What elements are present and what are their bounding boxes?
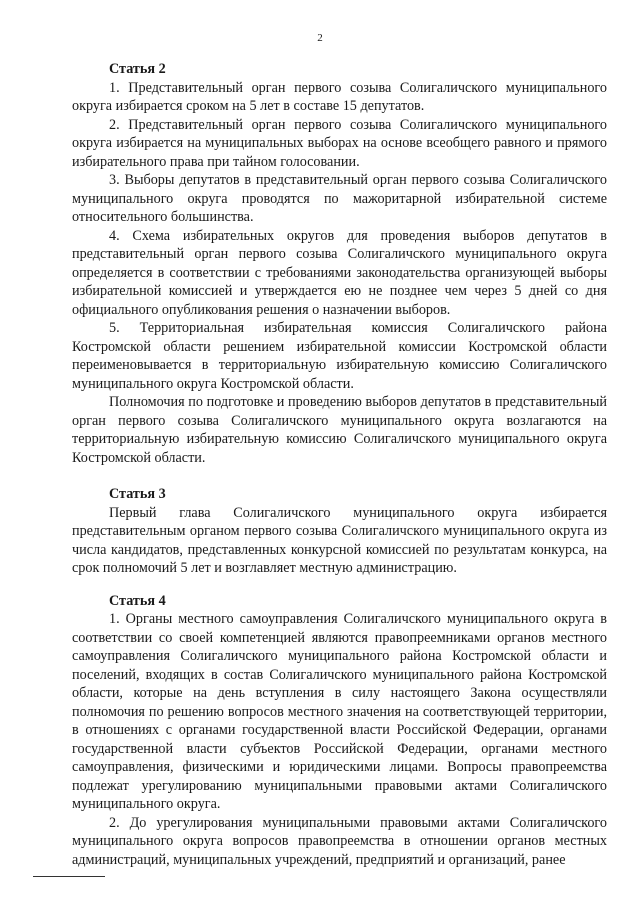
paragraph: 3. Выборы депутатов в представительный орган первого созыва Солигаличского муниципального округа проводятся по мажоритарной избирательной системе относительного большинства. — [72, 172, 607, 225]
paragraph: 4. Схема избирательных округов для проведения выборов депутатов в представительный орган первого созыва Солигаличского муниципального округа определяется в соответствии с требованиями законодательства организующей выборы избирательной комиссией и утверждается ею не позднее чем через 5 дней со дня официального опубликования решения о назначении выборов. — [72, 227, 607, 318]
paragraph: 1. Представительный орган первого созыва Солигаличского муниципального округа избирается сроком на 5 лет в составе 15 депутатов. — [72, 79, 607, 114]
paragraph: 2. До урегулирования муниципальными правовыми актами Солигаличского муниципального округа вопросов правопреемства в отношении органов местных администраций, муниципальных учреждений, предприятий и организаций, ранее — [72, 814, 607, 868]
document-body — [72, 60, 607, 869]
article-heading: Статья 2 — [109, 61, 166, 77]
spacer — [72, 467, 607, 485]
paragraph: 2. Представительный орган первого созыва Солигаличского муниципального округа избирается на муниципальных выборах на основе всеобщего равного и прямого избирательного права при тайном голосовании. — [72, 116, 607, 170]
paragraph: Полномочия по подготовке и проведению выборов депутатов в представительный орган первого созыва Солигаличского муниципального округа возлагаются на территориальную избирательную комиссию Солигаличского муниципального округа Костромской области. — [72, 394, 607, 466]
paragraph: Первый глава Солигаличского муниципального округа избирается представительным органом первого созыва Солигаличского муниципального округа из числа кандидатов, представленных конкурсной комиссией по результатам конкурса, на срок полномочий 5 лет и возглавляет местную администрацию. — [72, 504, 607, 576]
article-2 — [72, 60, 607, 467]
paragraph: 5. Территориальная избирательная комиссия Солигаличского района Костромской области решением избирательной комиссии Костромской области переименовывается в территориальную избирательную комиссию Солигаличского муниципального округа Костромской области. — [72, 320, 607, 392]
article-3 — [72, 485, 607, 578]
article-heading: Статья 4 — [109, 592, 166, 609]
spacer — [72, 578, 607, 592]
page-number: 2 — [317, 32, 323, 44]
article-4 — [72, 592, 607, 870]
paragraph: 1. Органы местного самоуправления Солигаличского муниципального округа в соответствии со своей компетенцией являются правопреемниками органов местного самоуправления Солигаличского муниципального района Костромской области и поселений, входящих в состав Солигаличского муниципального района Костромской области, которые на день вступления в силу настоящего Закона осуществляли полномочия по решению вопросов местного значения на соответствующей территории, в отношениях с органами государственной власти Российской Федерации, органами государственной власти субъектов Российской Федерации, органами местного самоуправления, физическими и юридическими лицами. Вопросы правопреемства подлежат урегулированию муниципальными правовыми актами Солигаличского муниципального округа. — [72, 611, 607, 812]
footnote-divider — [33, 876, 105, 877]
article-heading: Статья 3 — [109, 486, 166, 502]
